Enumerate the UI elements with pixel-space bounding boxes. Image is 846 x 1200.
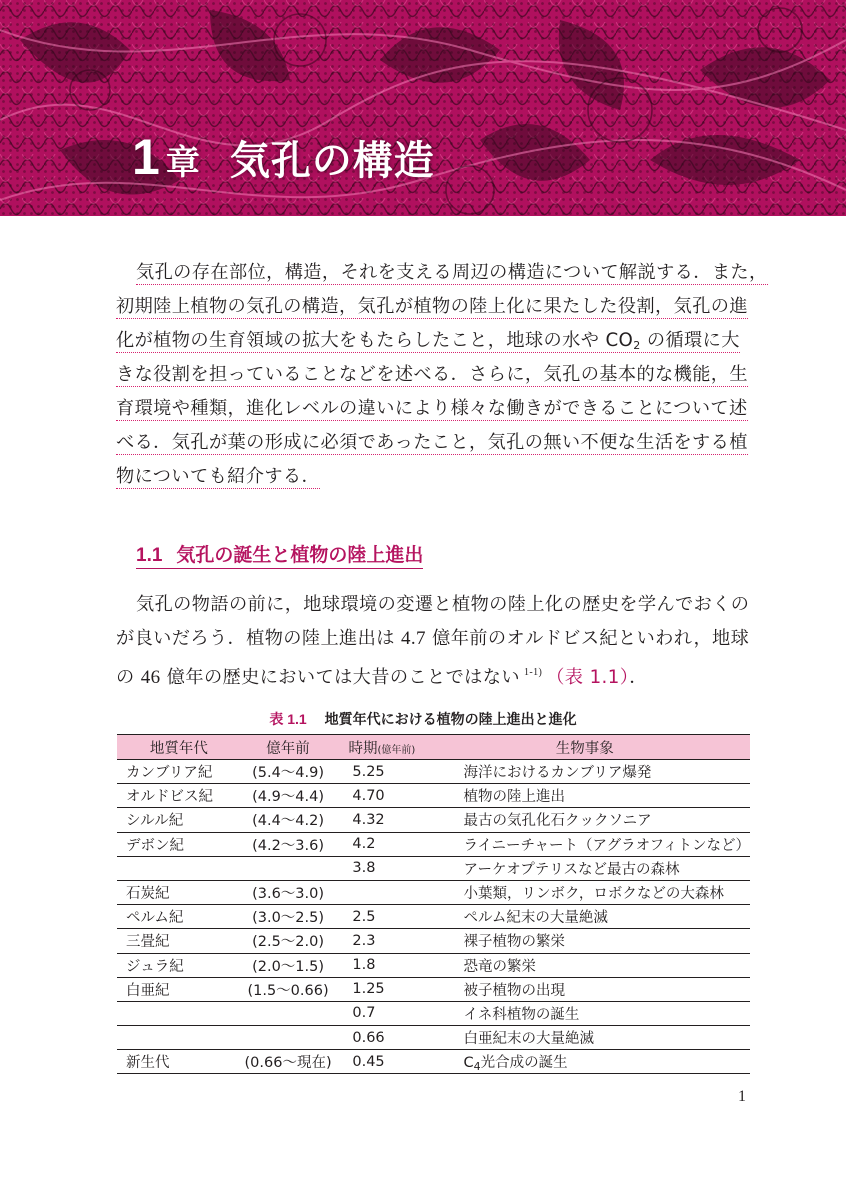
header-time: 時期(億年前) xyxy=(344,735,419,760)
table-cell: 裸子植物の繁栄 xyxy=(419,929,750,953)
table-cell: 0.7 xyxy=(344,1001,419,1025)
table-cell: ライニーチャート（アグラオフィトンなど） xyxy=(419,832,750,856)
chapter-title xyxy=(132,128,435,188)
abstract-line: 気孔の存在部位，構造，それを支える周辺の構造について解説する．また， xyxy=(136,262,768,283)
table-cell: $C_4$光合成の誕生 xyxy=(419,1050,750,1074)
table-cell xyxy=(344,880,419,904)
chapter-abstract xyxy=(116,256,768,494)
table-cell: デボン紀 xyxy=(117,832,232,856)
table-caption xyxy=(0,709,846,729)
table-cell xyxy=(117,1026,232,1050)
table-cell: (4.2～3.6) xyxy=(232,832,345,856)
header-event: 生物事象 xyxy=(419,735,750,760)
table-cell: (4.9～4.4) xyxy=(232,784,345,808)
table-title: 地質年代における植物の陸上進出と進化 xyxy=(324,712,577,728)
section-number: 1.1 xyxy=(136,545,163,566)
body-line: の 46 億年の歴史においては大昔のことではない $^{1-1)}$ （表 1.1）． xyxy=(116,667,648,688)
table-row xyxy=(117,953,750,977)
table-cell xyxy=(232,856,345,880)
body-line: が良いだろう．植物の陸上進出は 4.7 億年前のオルドビス紀といわれ，地球 xyxy=(116,628,750,649)
table-cell: 4.32 xyxy=(344,808,419,832)
table-cell: (0.66～現在) xyxy=(232,1050,345,1074)
table-cell: (3.0～2.5) xyxy=(232,905,345,929)
abstract-line: べる．気孔が葉の形成に必須であったこと，気孔の無い不便な生活をする植 xyxy=(116,432,748,453)
table-cell: オルドビス紀 xyxy=(117,784,232,808)
section-title: 気孔の誕生と植物の陸上進出 xyxy=(176,544,424,566)
table-cell: 新生代 xyxy=(117,1050,232,1074)
section-heading xyxy=(136,540,423,569)
table-cell: 小葉類，リンボク，ロボクなどの大森林 xyxy=(419,880,750,904)
table-cell xyxy=(232,1026,345,1050)
table-cell: 2.3 xyxy=(344,929,419,953)
table-cell: (2.0～1.5) xyxy=(232,953,345,977)
header-range: 億年前 xyxy=(232,735,345,760)
table-ref-link[interactable]: （表 1.1） xyxy=(546,667,630,688)
table-cell: 白亜紀末の大量絶滅 xyxy=(419,1026,750,1050)
table-cell: ペルム紀 xyxy=(117,905,232,929)
geologic-table xyxy=(117,734,750,1074)
table-cell: (1.5～0.66) xyxy=(232,977,345,1001)
table-cell: 被子植物の出現 xyxy=(419,977,750,1001)
table-row xyxy=(117,1026,750,1050)
table-cell xyxy=(117,1001,232,1025)
table-row xyxy=(117,832,750,856)
table-cell: (2.5～2.0) xyxy=(232,929,345,953)
table-cell: 1.8 xyxy=(344,953,419,977)
body-line: 気孔の物語の前に，地球環境の変遷と植物の陸上化の歴史を学んでおくの xyxy=(136,594,750,615)
table-cell: 3.8 xyxy=(344,856,419,880)
abstract-line: 育環境や種類，進化レベルの違いにより様々な働きができることについて述 xyxy=(116,398,748,419)
table-cell: 1.25 xyxy=(344,977,419,1001)
table-row xyxy=(117,1050,750,1074)
table-cell: 白亜紀 xyxy=(117,977,232,1001)
chapter-banner xyxy=(0,0,846,216)
table-row xyxy=(117,808,750,832)
table-cell xyxy=(117,856,232,880)
table-cell: イネ科植物の誕生 xyxy=(419,1001,750,1025)
table-cell: 4.70 xyxy=(344,784,419,808)
chapter-name: 気孔の構造 xyxy=(229,138,435,184)
table-cell xyxy=(232,1001,345,1025)
table-row xyxy=(117,760,750,784)
table-row xyxy=(117,784,750,808)
citation-ref: 1-1) xyxy=(523,667,543,678)
table-cell: 恐竜の繁栄 xyxy=(419,953,750,977)
table-cell: 0.45 xyxy=(344,1050,419,1074)
abstract-line: 化が植物の生育領域の拡大をもたらしたこと，地球の水や $CO_2$ の循環に大 xyxy=(116,330,740,352)
table-cell: シルル紀 xyxy=(117,808,232,832)
header-era: 地質年代 xyxy=(117,735,232,760)
table-number: 表 1.1 xyxy=(269,711,307,727)
table-cell: 最古の気孔化石クックソニア xyxy=(419,808,750,832)
table-cell: (3.6～3.0) xyxy=(232,880,345,904)
table-row xyxy=(117,880,750,904)
table-header-row xyxy=(117,735,750,760)
table-cell: 2.5 xyxy=(344,905,419,929)
table-row xyxy=(117,856,750,880)
table-row xyxy=(117,1001,750,1025)
table-cell: ジュラ紀 xyxy=(117,953,232,977)
table-row xyxy=(117,929,750,953)
table-cell: 石炭紀 xyxy=(117,880,232,904)
abstract-line: きな役割を担っていることなどを述べる．さらに，気孔の基本的な機能，生 xyxy=(116,364,748,385)
table-cell: ペルム紀末の大量絶滅 xyxy=(419,905,750,929)
table-row xyxy=(117,977,750,1001)
abstract-line: 初期陸上植物の気孔の構造，気孔が植物の陸上化に果たした役割，気孔の進 xyxy=(116,296,748,317)
page-number: 1 xyxy=(738,1088,746,1105)
table-cell: カンブリア紀 xyxy=(117,760,232,784)
table-cell: (5.4～4.9) xyxy=(232,760,345,784)
table-row xyxy=(117,905,750,929)
table-cell: 海洋におけるカンブリア爆発 xyxy=(419,760,750,784)
abstract-line: 物についても紹介する． xyxy=(116,466,321,487)
table-cell: 植物の陸上進出 xyxy=(419,784,750,808)
table-cell: アーケオプテリスなど最古の森林 xyxy=(419,856,750,880)
chapter-word: 章 xyxy=(165,143,200,183)
table-cell: 三畳紀 xyxy=(117,929,232,953)
chapter-number: 1 xyxy=(132,129,160,185)
table-cell: 4.2 xyxy=(344,832,419,856)
table-cell: 5.25 xyxy=(344,760,419,784)
table-cell: (4.4～4.2) xyxy=(232,808,345,832)
table-cell: 0.66 xyxy=(344,1026,419,1050)
body-paragraph xyxy=(116,588,750,690)
